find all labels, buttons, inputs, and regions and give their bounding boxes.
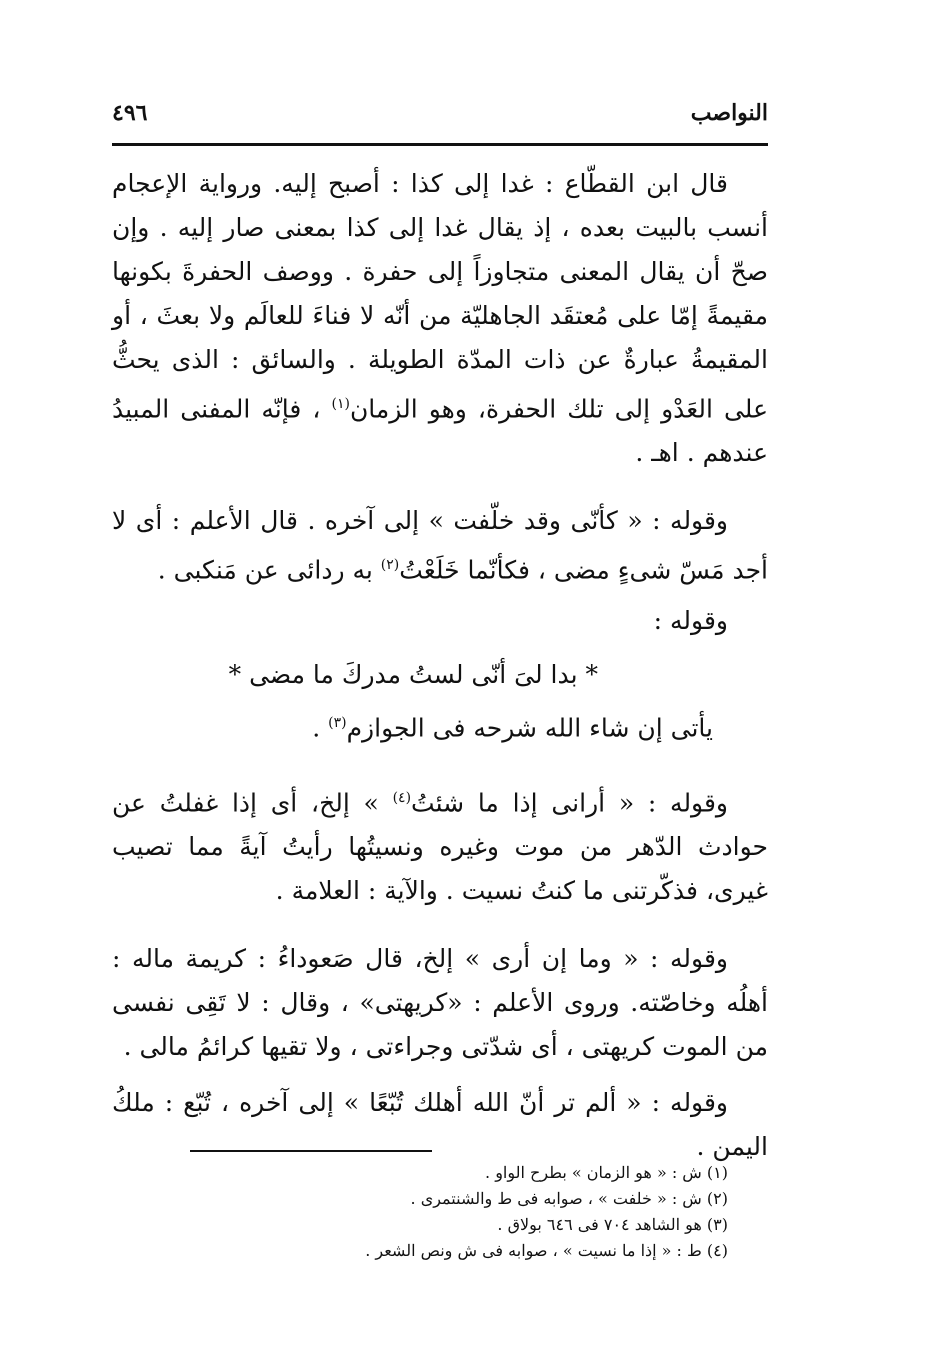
header-rule [112,143,768,146]
paragraph [112,499,768,592]
verse-line [112,699,768,752]
footnote: (٣) هو الشاهد ٧٠٤ فى ٦٤٦ بولاق . [497,1215,728,1234]
footnotes [112,1160,768,1264]
running-title: النواصب [690,100,768,126]
footnote: (٤) ط : « إذا ما نسيت » ، صوابه فى ش ونص الشعر . [365,1241,728,1260]
footnote-marker: (١) [331,396,350,412]
paragraph [112,162,768,475]
footnote-marker: (٢) [380,557,400,574]
verse-text: يأتى إن شاء الله شرحه فى الجوازم [346,712,713,742]
paragraph-text: ، فإنّه المفنى المبيدُ عندهم . اهـ . [112,394,768,468]
paragraph-text: » إلخ، أى إذا غفلتُ عن حوادث الدّهر من موت وغيره ونسيتُها رأيتُ آيةً مما تصيب غيرى، فذكّرتنى ما كنتُ نسيت . والآية : العلامة . [112,788,768,906]
footnote-marker: (٤) [392,789,412,806]
footnote-rule [190,1150,432,1152]
paragraph-text: قال ابن القطّاع : غدا إلى كذا : أصبح إليه. ورواية الإعجام أنسب بالبيت بعده ، إذ يقال غدا إلى كذا بمعنى صار إليه . وإن صحّ أن يقال المعنى متجاوزاً إلى حفرة . ووصف الحفرةَ بكونها مقيمةً إمّا على مُعتقَد الجاهليّة من أنّه لا فناءَ للعالَم ولا بعثَ ، أو المقيمةُ عبارةٌ عن ذات المدّة الطويلة . والسائق : الذى يحثُّ على العَدْو إلى تلك الحفرة، وهو الزمان [112,169,768,424]
paragraph-text: وقوله : « أرانى إذا ما شئتُ [411,788,728,818]
footnote-marker: (٣) [328,714,347,731]
footnote: (٢) ش : « خلفت » ، صوابه فى ط والشنتمرى . [410,1189,728,1208]
paragraph [112,776,768,913]
footnote: (١) ش : « هو الزمان » بطرح الواو . [485,1163,728,1182]
paragraph: وقوله : « ألم تر أنّ الله أهلك تُبّعًا » إلى آخره ، تُبّع : ملكُ اليمن . [112,1088,768,1162]
main-text [112,162,768,1169]
verse-line: * بدا لىَ أنّى لستُ مدركَ ما مضى * [228,659,598,689]
page-number: ٤٩٦ [112,100,148,126]
paragraph: وقوله : [653,605,728,635]
paragraph-text: وقوله : « كأنّى وقد خلّفت » إلى آخره . قال الأعلم : أى لا أجد مَسّ شىءٍ مضى ، فكأنّما خَلَعْتُ [112,506,768,585]
paragraph-text: به ردائى عن مَنكبى . [157,555,381,585]
page-header [112,98,768,146]
verse-text: . [312,712,329,742]
paragraph: وقوله : « وما إن أرى » إلخ، قال صَعوداءُ : كريمة ماله : أهلُه وخاصّته. وروى الأعلم : «كريهتى» ، وقال : لا تَقِى نفسى من الموت كريهتى ، أى شدّتى وجراءتى ، ولا تقيها كرائمُ مالى . [112,944,768,1062]
